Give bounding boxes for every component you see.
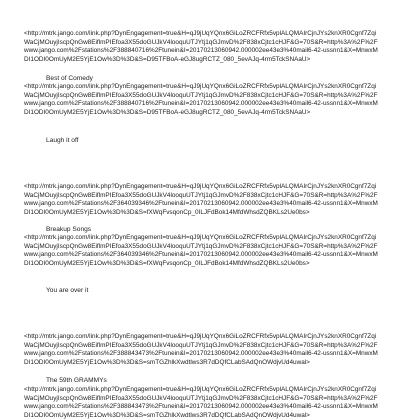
tunein-link-breakup-songs[interactable]: <http://mtrk.jango.com/link.php?DynEngagement=true&H=qJ9jUqYQnx6GiLoZRCFRfx5vplALQMAIrCjnJYs2knXR0Cgnf7ZqiWaCjMOuyjIscpQnGw8EiflmPIEfoa3X55doGUJkV4looquUTJYtj1qGJmvD%2F838xCjtc1cHJF&G=70S&R=http%3A%2F%2Fwww.jango.com%2Fstations%2F364039346%2Ftunein&I=20170213060942.000002ee43e3%40mail6-42-ussnn1&X=MnwxMDI1ODI0OmUyM2E5YjE1Ow%3D%3D&S=fXWqFvsqonCp_0ILJFdBok14MfdWhsdZQBKLs2Ue0bs> [24, 183, 378, 216]
station-title-59th-grammys: The 59th GRAMMYs [46, 377, 107, 384]
station-caption-you-are-over-it: You are over it [46, 287, 89, 294]
tunein-link-grammys[interactable]: <http://mtrk.jango.com/link.php?DynEngagement=true&H=qJ9jUqYQnx6GiLoZRCFRfx5vplALQMAIrCjnJYs2knXR0Cgnf7ZqiWaCjMOuyjIscpQnGw8EiflmPIEfoa3X55doGUJkV4looquUTJYtj1qGJmvD%2F838xCjtc1cHJF&G=70S&R=http%3A%2F%2Fwww.jango.com%2Fstations%2F388843473%2Ftunein&I=20170213060942.000002ee43e3%40mail6-42-ussnn1&X=MnwxMDI1ODI0OmUyM2E5YjE1Ow%3D%3D&S=smTGZhlkXwdtlws3R7dDQfCLabSAdQnOWdjvUd4uwal> [24, 333, 378, 366]
tunein-link-best-of-comedy-repeat[interactable]: <http://mtrk.jango.com/link.php?DynEngagement=true&H=qJ9jUqYQnx6GiLoZRCFRfx5vplALQMAIrCjnJYs2knXR0Cgnf7ZqiWaCjMOuyjIscpQnGw8EiflmPIEfoa3X55doGUJkV4looquUTJYtj1qGJmvD%2F838xCjtc1cHJF&G=70S&R=http%3A%2F%2Fwww.jango.com%2Fstations%2F388840716%2Ftunein&I=20170213060942.000002ee43e3%40mail6-42-ussnn1&X=MnwxMDI1ODI0OmUyM2E5YjE1Ow%3D%3D&S=D95TFBoA-eGJ8ugRCTZ_080_5evAJq-4rm5TckSNAaU> [24, 83, 378, 116]
tunein-link-best-of-comedy[interactable]: <http://mtrk.jango.com/link.php?DynEngagement=true&H=qJ9jUqYQnx6GiLoZRCFRfx5vplALQMAIrCjnJYs2knXR0Cgnf7ZqiWaCjMOuyjIscpQnGw8EiflmPIEfoa3X55doGUJkV4looquUTJYtj1qGJmvD%2F838xCjtc1cHJF&G=70S&R=http%3A%2F%2Fwww.jango.com%2Fstations%2F388840716%2Ftunein&I=20170213060942.000002ee43e3%40mail6-42-ussnn1&X=MnwxMDI1ODI0OmUyM2E5YjE1Ow%3D%3D&S=D95TFBoA-eGJ8ugRCTZ_080_5evAJq-4rm5TckSNAaU> [24, 30, 378, 63]
station-title-breakup-songs: Breakup Songs [46, 226, 92, 233]
tunein-link-breakup-songs-repeat[interactable]: <http://mtrk.jango.com/link.php?DynEngagement=true&H=qJ9jUqYQnx6GiLoZRCFRfx5vplALQMAIrCjnJYs2knXR0Cgnf7ZqiWaCjMOuyjIscpQnGw8EiflmPIEfoa3X55doGUJkV4looquUTJYtj1qGJmvD%2F838xCjtc1cHJF&G=70S&R=http%3A%2F%2Fwww.jango.com%2Fstations%2F364039346%2Ftunein&I=20170213060942.000002ee43e3%40mail6-42-ussnn1&X=MnwxMDI1ODI0OmUyM2E5YjE1Ow%3D%3D&S=fXWqFvsqonCp_0ILJFdBok14MfdWhsdZQBKLs2Ue0bs> [24, 234, 378, 267]
station-title-best-of-comedy: Best of Comedy [46, 75, 93, 82]
station-caption-laugh-it-off: Laugh it off [46, 137, 79, 144]
tunein-link-grammys-repeat[interactable]: <http://mtrk.jango.com/link.php?DynEngagement=true&H=qJ9jUqYQnx6GiLoZRCFRfx5vplALQMAIrCjnJYs2knXR0Cgnf7ZqiWaCjMOuyjIscpQnGw8EiflmPIEfoa3X55doGUJkV4looquUTJYtj1qGJmvD%2F838xCjtc1cHJF&G=70S&R=http%3A%2F%2Fwww.jango.com%2Fstations%2F388843473%2Ftunein&I=20170213060942.000002ee43e3%40mail6-42-ussnn1&X=MnwxMDI1ODI0OmUyM2E5YjE1Ow%3D%3D&S=smTGZhlkXwdtlws3R7dDQfCLabSAdQnOWdjvUd4uwal> [24, 386, 378, 419]
